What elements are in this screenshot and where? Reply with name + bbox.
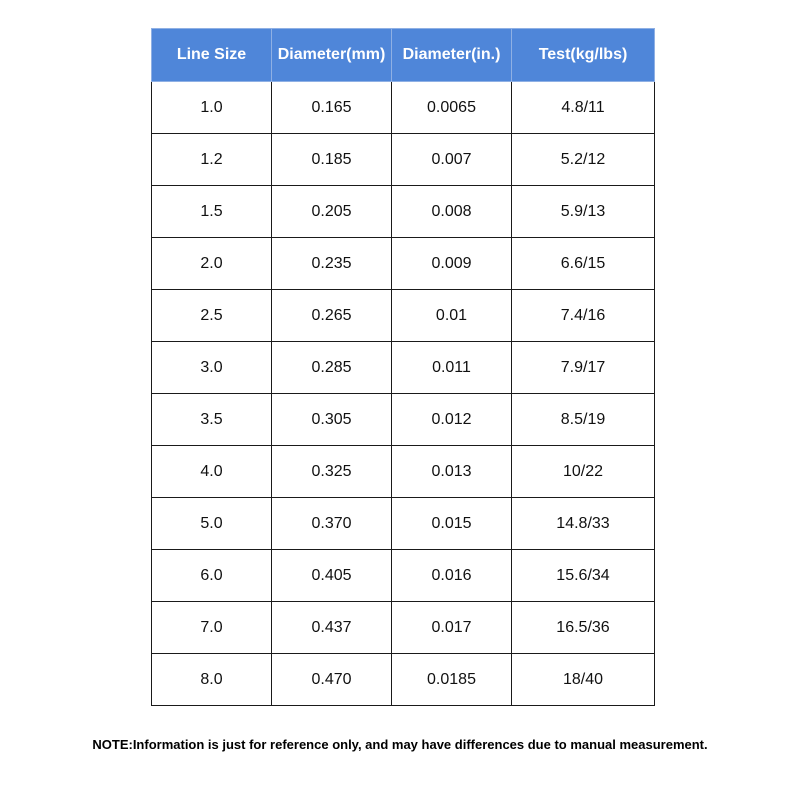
header-line-size: Line Size — [152, 29, 272, 82]
cell-diameter-mm: 0.205 — [272, 186, 392, 238]
cell-diameter-in: 0.015 — [392, 498, 512, 550]
cell-test-kg-lbs: 5.2/12 — [512, 134, 655, 186]
cell-diameter-in: 0.0065 — [392, 82, 512, 134]
cell-diameter-in: 0.011 — [392, 342, 512, 394]
cell-line-size: 8.0 — [152, 654, 272, 706]
cell-test-kg-lbs: 18/40 — [512, 654, 655, 706]
cell-line-size: 5.0 — [152, 498, 272, 550]
line-spec-table — [151, 28, 655, 706]
table-row — [152, 550, 655, 602]
cell-test-kg-lbs: 6.6/15 — [512, 238, 655, 290]
cell-diameter-in: 0.008 — [392, 186, 512, 238]
cell-test-kg-lbs: 5.9/13 — [512, 186, 655, 238]
table-row — [152, 654, 655, 706]
cell-diameter-mm: 0.285 — [272, 342, 392, 394]
cell-test-kg-lbs: 15.6/34 — [512, 550, 655, 602]
table-row — [152, 394, 655, 446]
header-diameter-in: Diameter(in.) — [392, 29, 512, 82]
cell-diameter-mm: 0.235 — [272, 238, 392, 290]
cell-diameter-in: 0.012 — [392, 394, 512, 446]
table-row — [152, 446, 655, 498]
cell-diameter-mm: 0.470 — [272, 654, 392, 706]
cell-line-size: 3.0 — [152, 342, 272, 394]
cell-diameter-in: 0.01 — [392, 290, 512, 342]
cell-test-kg-lbs: 8.5/19 — [512, 394, 655, 446]
cell-line-size: 6.0 — [152, 550, 272, 602]
cell-diameter-mm: 0.165 — [272, 82, 392, 134]
cell-diameter-mm: 0.405 — [272, 550, 392, 602]
table-header-row — [152, 29, 655, 82]
cell-diameter-in: 0.017 — [392, 602, 512, 654]
cell-test-kg-lbs: 14.8/33 — [512, 498, 655, 550]
table-row — [152, 82, 655, 134]
table-row — [152, 602, 655, 654]
cell-diameter-mm: 0.265 — [272, 290, 392, 342]
cell-diameter-mm: 0.370 — [272, 498, 392, 550]
table-row — [152, 290, 655, 342]
cell-diameter-mm: 0.325 — [272, 446, 392, 498]
reference-note: NOTE:Information is just for reference only, and may have differences due to manual measurement. — [92, 737, 708, 752]
cell-diameter-mm: 0.437 — [272, 602, 392, 654]
cell-test-kg-lbs: 10/22 — [512, 446, 655, 498]
cell-test-kg-lbs: 4.8/11 — [512, 82, 655, 134]
cell-diameter-in: 0.0185 — [392, 654, 512, 706]
cell-line-size: 1.5 — [152, 186, 272, 238]
cell-line-size: 2.0 — [152, 238, 272, 290]
cell-diameter-in: 0.016 — [392, 550, 512, 602]
cell-diameter-in: 0.007 — [392, 134, 512, 186]
cell-diameter-mm: 0.305 — [272, 394, 392, 446]
cell-diameter-mm: 0.185 — [272, 134, 392, 186]
header-test-kg-lbs: Test(kg/lbs) — [512, 29, 655, 82]
cell-line-size: 1.0 — [152, 82, 272, 134]
table-row — [152, 342, 655, 394]
table-row — [152, 134, 655, 186]
table-row — [152, 238, 655, 290]
cell-line-size: 4.0 — [152, 446, 272, 498]
cell-line-size: 1.2 — [152, 134, 272, 186]
table-row — [152, 498, 655, 550]
table-row — [152, 186, 655, 238]
cell-line-size: 7.0 — [152, 602, 272, 654]
cell-diameter-in: 0.009 — [392, 238, 512, 290]
cell-diameter-in: 0.013 — [392, 446, 512, 498]
cell-line-size: 2.5 — [152, 290, 272, 342]
cell-test-kg-lbs: 16.5/36 — [512, 602, 655, 654]
header-diameter-mm: Diameter(mm) — [272, 29, 392, 82]
cell-line-size: 3.5 — [152, 394, 272, 446]
cell-test-kg-lbs: 7.4/16 — [512, 290, 655, 342]
cell-test-kg-lbs: 7.9/17 — [512, 342, 655, 394]
